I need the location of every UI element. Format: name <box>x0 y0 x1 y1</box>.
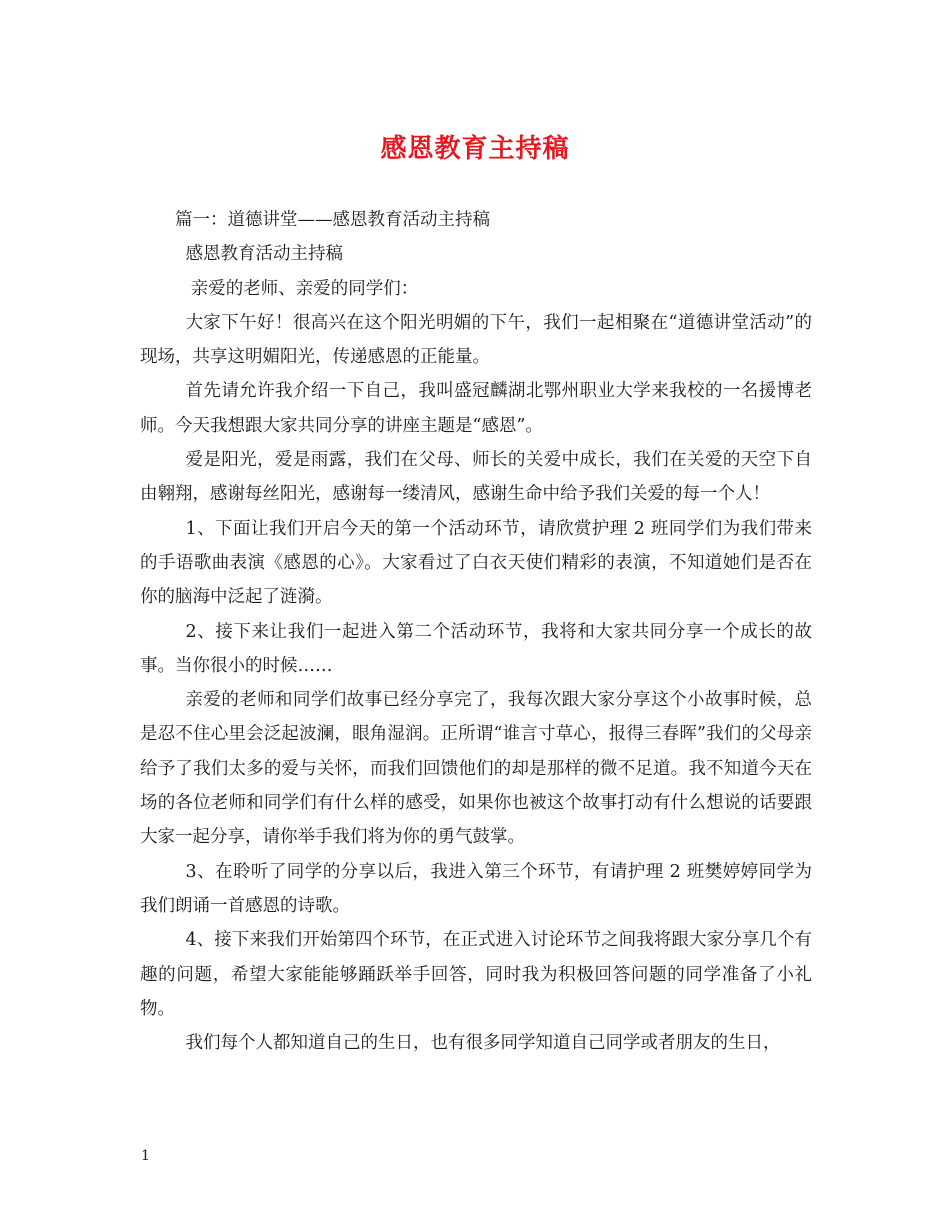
paragraph-segment-4: 4、接下来我们开始第四个环节，在正式进入讨论环节之间我将跟大家分享几个有趣的问题，希望大家能能够踊跃举手回答，同时我为积极回答问题的同学准备了小礼物。 <box>140 930 812 1019</box>
paragraph-greeting: 大家下午好！很高兴在这个阳光明媚的下午，我们一起相聚在“道德讲堂活动”的现场，共享这明媚阳光，传递感恩的正能量。 <box>140 312 812 368</box>
paragraph-salutation: 亲爱的老师、亲爱的同学们： <box>190 278 419 299</box>
paragraph-section-heading: 篇一：道德讲堂——感恩教育活动主持稿 <box>175 210 490 230</box>
paragraph-segment-3: 3、在聆听了同学的分享以后，我进入第三个环节，有请护理 2 班樊婷婷同学为我们朗诵一首感恩的诗歌。 <box>140 861 812 916</box>
paragraph-segment-1: 1、下面让我们开启今天的第一个活动环节，请欣赏护理 2 班同学们为我们带来的手语歌曲表演《感恩的心》。大家看过了白衣天使们精彩的表演，不知道她们是否在你的脑海中泛起了涟漪。 <box>140 518 812 608</box>
paragraph-introduction: 首先请允许我介绍一下自己，我叫盛冠麟湖北鄂州职业大学来我校的一名援博老师。今天我想跟大家共同分享的讲座主题是“感恩”。 <box>140 381 812 436</box>
page-number: 1 <box>141 1148 150 1164</box>
paragraph-story-reflection: 亲爱的老师和同学们故事已经分享完了，我每次跟大家分享这个小故事时候，总是忍不住心里会泛起波澜，眼角湿润。正所谓“谁言寸草心，报得三春晖”我们的父母亲给予了我们太多的爱与关怀，而我们回馈他们的却是那样的微不足道。我不知道今天在场的各位老师和同学们有什么样的感受，如果你也被这个故事打动有什么想说的话要跟大家一起分享，请你举手我们将为你的勇气鼓掌。 <box>140 690 812 848</box>
paragraph-subtitle: 感恩教育活动主持稿 <box>185 244 343 265</box>
paragraph-segment-2: 2、接下来让我们一起进入第二个活动环节，我将和大家共同分享一个成长的故事。当你很小的时候…… <box>140 621 812 676</box>
paragraph-love: 爱是阳光，爱是雨露，我们在父母、师长的关爱中成长，我们在关爱的天空下自由翱翔，感谢每丝阳光，感谢每一缕清风，感谢生命中给予我们关爱的每一个人！ <box>140 450 812 505</box>
document-title: 感恩教育主持稿 <box>380 134 570 164</box>
document-body <box>140 203 812 1060</box>
paragraph-birthday: 我们每个人都知道自己的生日，也有很多同学知道自己同学或者朋友的生日， <box>185 1033 781 1054</box>
